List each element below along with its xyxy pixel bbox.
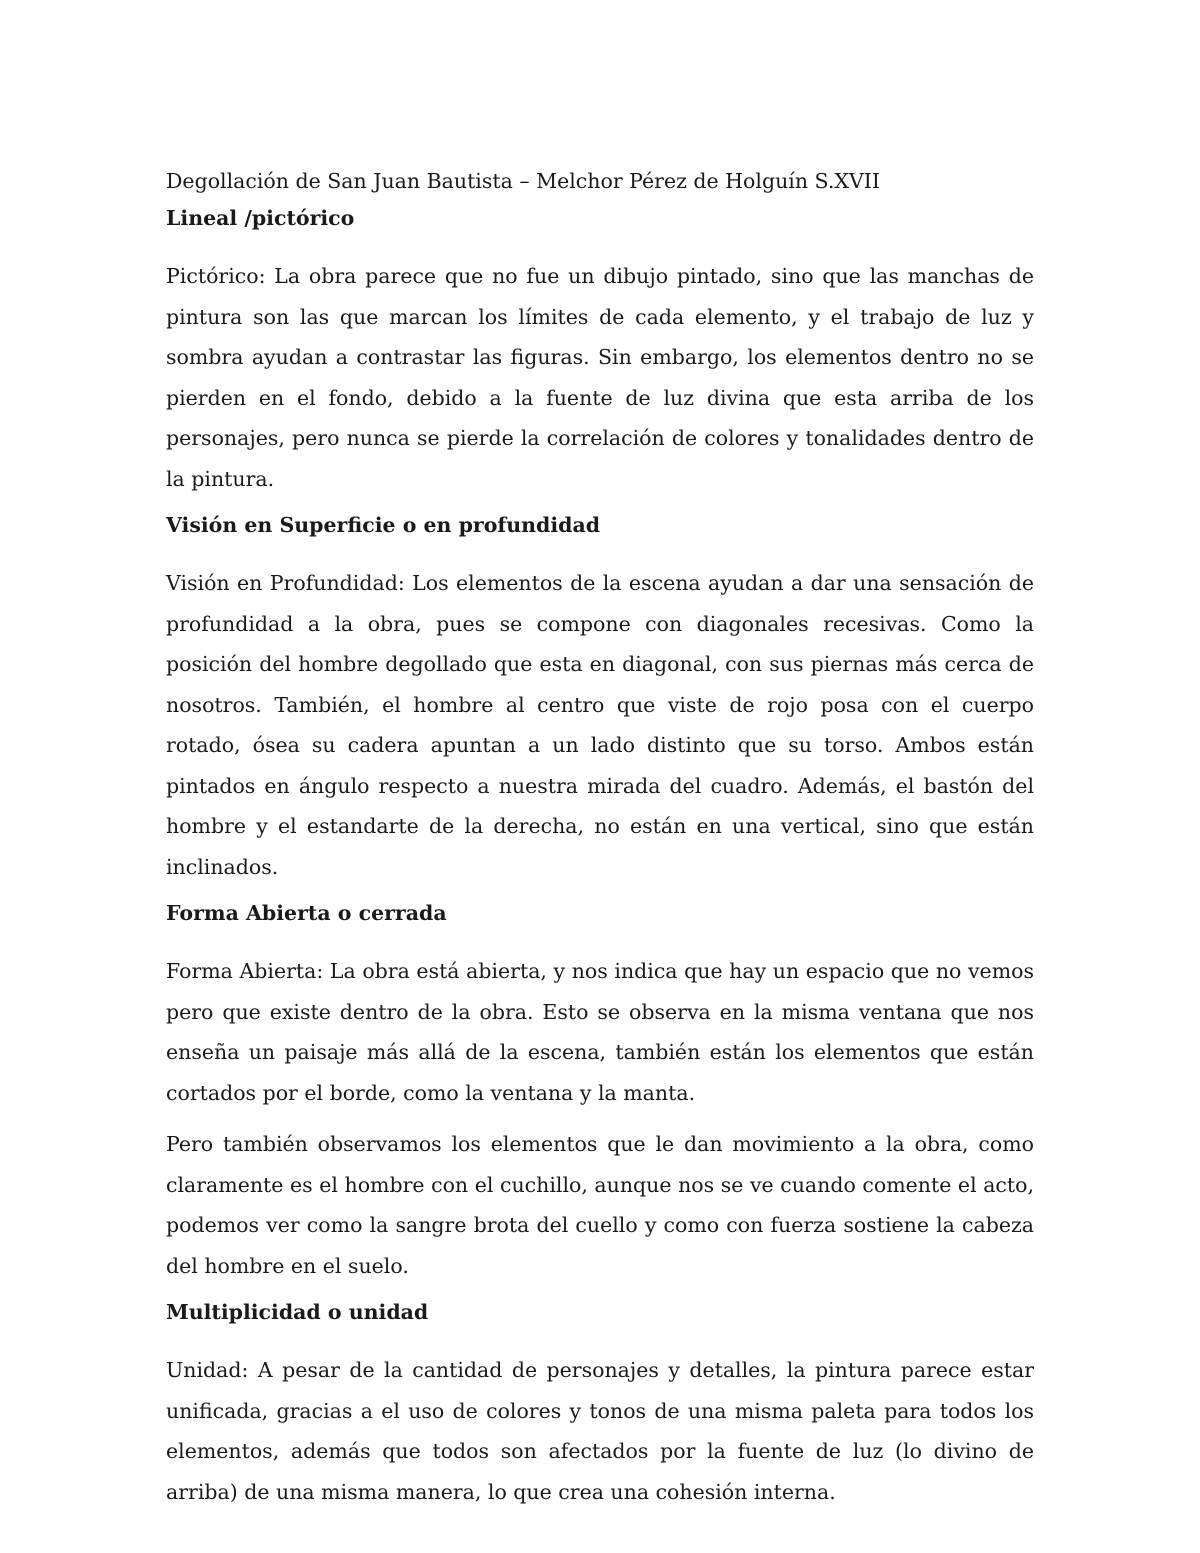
paragraph-vision: Visión en Profundidad: Los elementos de la escena ayudan a dar una sensación de profundidad a la obra, pues se compone con diagonales recesivas. Como la posición del hombre degollado que esta en diagonal, con sus piernas más cerca de nosotros. También, el hombre al centro que viste de rojo posa con el cuerpo rotado, ósea su cadera apuntan a un lado distinto que su torso. Ambos están pintados en ángulo respecto a nuestra mirada del cuadro. Además, el bastón del hombre y el estandarte de la derecha, no están en una vertical, sino que están inclinados.: [166, 571, 1034, 879]
paragraph-forma-1: Forma Abierta: La obra está abierta, y nos indica que hay un espacio que no vemos pero que existe dentro de la obra. Esto se observa en la misma ventana que nos enseña un paisaje más allá de la escena, también están los elementos que están cortados por el borde, como la ventana y la manta.: [166, 959, 1034, 1105]
section-heading-lineal: Lineal /pictórico: [166, 206, 355, 230]
paragraph-lineal: Pictórico: La obra parece que no fue un dibujo pintado, sino que las manchas de pintura son las que marcan los límites de cada elemento, y el trabajo de luz y sombra ayudan a contrastar las figuras. Sin embargo, los elementos dentro no se pierden en el fondo, debido a la fuente de luz divina que esta arriba de los personajes, pero nunca se pierde la correlación de colores y tonalidades dentro de la pintura.: [166, 264, 1034, 491]
paragraph-unidad: Unidad: A pesar de la cantidad de personajes y detalles, la pintura parece estar unificada, gracias a el uso de colores y tonos de una misma paleta para todos los elementos, además que todos son afectados por la fuente de luz (lo divino de arriba) de una misma manera, lo que crea una cohesión interna.: [166, 1358, 1034, 1504]
paragraph-forma-2: Pero también observamos los elementos que le dan movimiento a la obra, como claramente es el hombre con el cuchillo, aunque nos se ve cuando comente el acto, podemos ver como la sangre brota del cuello y como con fuerza sostiene la cabeza del hombre en el suelo.: [166, 1132, 1034, 1278]
document-page: [166, 166, 1034, 1523]
section-heading-vision: Visión en Superficie o en profundidad: [166, 513, 601, 537]
section-heading-forma: Forma Abierta o cerrada: [166, 901, 447, 925]
section-heading-unidad: Multiplicidad o unidad: [166, 1300, 429, 1324]
document-title: Degollación de San Juan Bautista – Melchor Pérez de Holguín S.XVII: [166, 169, 880, 193]
